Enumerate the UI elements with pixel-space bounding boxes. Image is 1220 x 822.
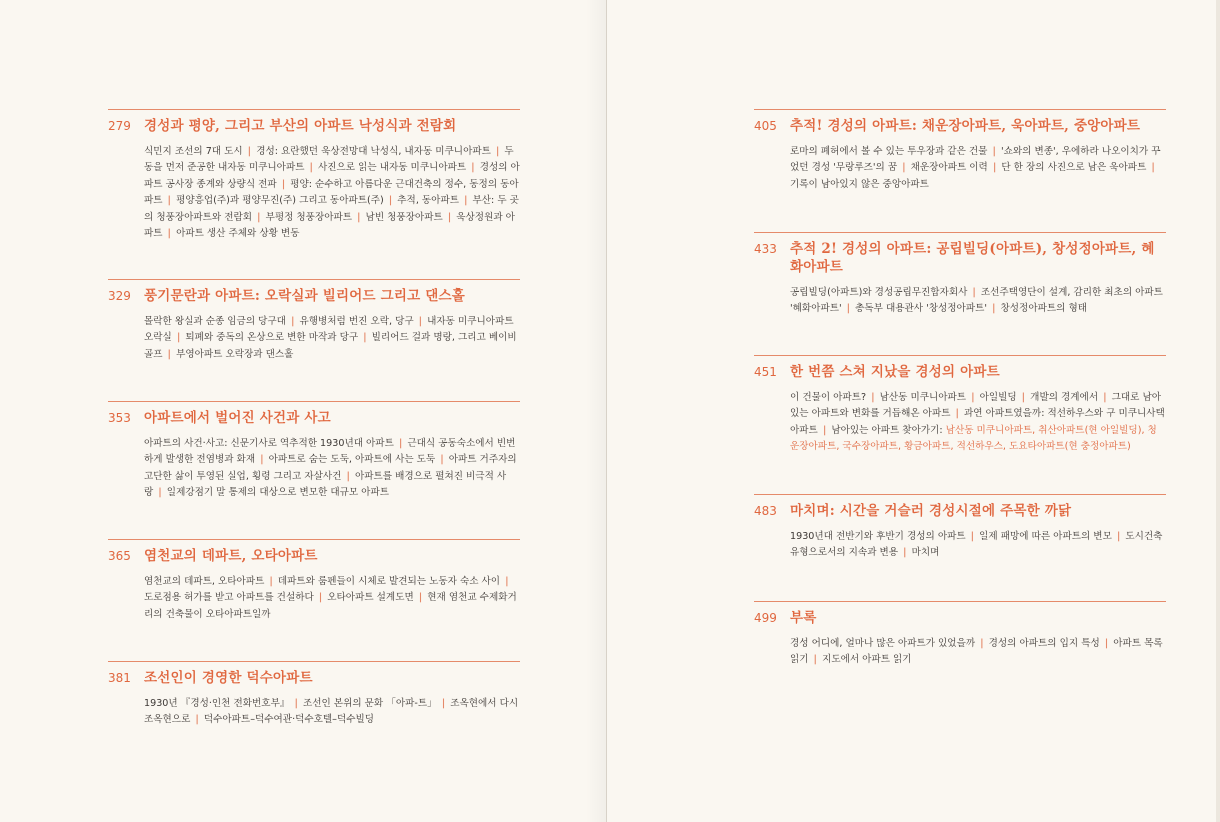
separator-bar: | [346,470,350,482]
toc-subsection: 아파트 목록 읽기 [790,638,1163,666]
separator-bar: | [955,408,959,420]
toc-subsection: 조옥현에서 다시 조옥현으로 [144,698,519,726]
toc-subsection: 염천교의 데파트, 오타아파트 [144,576,265,587]
chapter-contents [790,144,1166,193]
separator-bar: | [846,303,851,315]
toc-subsection: 창성정아파트의 형태 [1000,303,1087,315]
toc-subsection: 평양: 순수하고 아름다운 근대건축의 정수, 동정의 동아파트 [144,178,519,207]
chapter-title: 추적 2! 경성의 아파트: 공립빌딩(아파트), 창성정아파트, 혜화아파트 [790,241,1155,275]
separator-bar: | [294,698,298,709]
toc-subsection: 현재 염천교 수제화거리의 건축물이 오타아파트일까 [144,592,517,620]
separator-bar: | [992,162,997,174]
chapter-279 [108,109,520,242]
chapter-title: 부록 [790,610,817,626]
toc-subsection: 총독부 대용관사 '창성정아파트' [855,303,987,315]
separator-bar: | [257,211,261,223]
toc-subsection: 채운장아파트 이력 [910,162,988,174]
toc-subsection: 욱상정원과 아파트 [144,211,515,240]
separator-bar: | [505,576,509,587]
separator-bar: | [972,287,976,298]
toc-subsection: 오타아파트 설계도면 [327,592,414,604]
chapter-title: 추적! 경성의 아파트: 채운장아파트, 욱아파트, 중앙아파트 [790,118,1141,134]
toc-subsection: 마치며 [911,547,940,559]
chapter-title: 염천교의 데파트, 오타아파트 [144,548,318,564]
separator-bar: | [418,592,423,604]
chapter-title: 조선인이 경영한 덕수아파트 [144,670,313,686]
chapter-title: 경성과 평양, 그리고 부산의 아파트 낙성식과 전람회 [144,118,457,134]
separator-bar: | [813,654,818,666]
toc-subsection: 기록이 남아있지 않은 중앙아파트 [790,178,929,190]
right-page [607,0,1220,822]
separator-bar: | [441,698,446,709]
toc-subsection: 일제강점기 말 통제의 대상으로 변모한 대규모 아파트 [166,487,389,499]
chapter-contents [144,696,520,729]
chapter-title: 아파트에서 벌어진 사건과 사고 [144,410,331,426]
toc-subsection: 덕수아파트–덕수여관·덕수호텔–덕수빌딩 [203,714,375,726]
toc-subsection: 남아있는 아파트 찾아가기: [831,424,943,436]
separator-bar: | [247,146,252,157]
toc-subsection: 아파트로 숨는 도둑, 아파트에 사는 도둑 [268,454,436,466]
toc-subsection: 아파트를 배경으로 펼쳐진 비극적 사랑 [144,470,507,499]
separator-bar: | [471,162,475,174]
toc-subsection: 경성 어디에, 얼마나 많은 아파트가 있었을까 [790,638,976,649]
separator-bar: | [1021,392,1026,403]
separator-bar: | [871,392,875,403]
chapter-page-number: 381 [108,671,131,685]
chapter-title: 마치며: 시간을 거슬러 경성시절에 주목한 까닭 [790,503,1072,519]
toc-subsection: 아파트 거주자의 고단한 삶이 투영된 실업, 횡령 그리고 자살사건 [144,454,517,482]
separator-bar: | [176,332,181,344]
separator-bar: | [309,162,313,174]
toc-subsection: 남빈 청풍장아파트 [365,211,443,223]
chapter-page-number: 279 [108,119,131,133]
chapter-page-number: 451 [754,365,777,379]
separator-bar: | [902,162,906,174]
toc-subsection: 근대식 공동숙소에서 빈번하게 발생한 전염병과 화재 [144,438,516,466]
page-edge [1216,0,1220,822]
separator-bar: | [1116,531,1121,542]
toc-subsection: 부영아파트 오락장과 댄스홀 [176,348,294,360]
separator-bar: | [971,392,975,403]
toc-subsection: 경성: 요란했던 욱상전망대 낙성식, 내자동 미쿠니아파트 [256,146,491,157]
chapter-title: 풍기문란과 아파트: 오락실과 빌리어드 그리고 댄스홀 [144,288,465,304]
separator-bar: | [281,178,286,190]
separator-bar: | [418,316,423,327]
toc-subsection: 부산: 두 곳의 청풍장아파트와 전람회 [144,195,519,223]
toc-subsection: 아파트의 사건·사고: 신문기사로 역추적한 1930년대 아파트 [144,438,394,449]
chapter-contents [144,144,520,242]
separator-bar: | [447,211,452,223]
chapter-title: 한 번쯤 스쳐 지났을 경성의 아파트 [790,364,1000,380]
chapter-contents [144,314,520,363]
separator-bar: | [167,195,172,207]
separator-bar: | [980,638,984,649]
toc-subsection: 빌리어드 걸과 명랑, 그리고 베이비골프 [144,332,517,360]
toc-subsection: 아일빌딩 [979,392,1017,403]
toc-subsection: 평양흥업(주)과 평양무진(주) 그리고 동아파트(주) [176,195,384,207]
chapter-page-number: 499 [754,611,777,625]
toc-subsection: 1930년 『경성·인천 전화번호부』 [144,698,290,709]
chapter-483 [754,494,1166,562]
separator-bar: | [822,424,827,436]
chapter-405 [754,109,1166,193]
toc-subsection: 도로점용 허가를 받고 아파트를 건설하다 [144,592,314,604]
left-page [0,0,606,822]
toc-subsection: '쇼와의 변종', 우에하라 나오이치가 꾸었던 경성 '무랑루즈'의 꿈 [790,146,1161,174]
toc-subsection: 경성의 아파트 공사장 종계와 상량식 전파 [144,162,520,190]
toc-subsection: 개발의 경계에서 [1030,392,1099,403]
chapter-contents [790,636,1166,669]
chapter-contents [144,436,520,502]
chapter-381 [108,661,520,729]
separator-bar: | [495,146,500,157]
toc-subsection: 단 한 장의 사진으로 남은 욱아파트 [1001,162,1147,174]
separator-bar: | [388,195,393,207]
separator-bar: | [1151,162,1155,174]
separator-bar: | [1104,638,1109,649]
toc-subsection: 사진으로 읽는 내자동 미쿠니아파트 [318,162,467,174]
separator-bar: | [195,714,199,726]
separator-bar: | [318,592,323,604]
separator-bar: | [970,531,975,542]
toc-subsection: 부평정 청풍장아파트 [265,211,353,223]
chapter-contents [144,574,520,623]
separator-bar: | [269,576,273,587]
toc-subsection: 추적, 동아파트 [397,195,459,207]
gutter-shadow [586,0,606,822]
separator-bar: | [290,316,295,327]
toc-subsection: 그대로 남아있는 아파트와 변화를 거듭해온 아파트 [790,392,1162,420]
separator-bar: | [464,195,468,207]
toc-subsection: 조선인 본위의 문화 「아파-트」 [302,698,437,709]
chapter-page-number: 365 [108,549,131,563]
chapter-433 [754,232,1166,318]
chapter-contents [790,529,1166,562]
toc-subsection: 과연 아파트였을까: 적선하우스와 구 미쿠니사택 아파트 [790,408,1165,436]
chapter-451 [754,355,1166,456]
toc-subsection: 경성의 아파트의 입지 특성 [988,638,1100,649]
separator-bar: | [260,454,264,466]
separator-bar: | [992,303,996,315]
chapter-contents [790,285,1166,318]
separator-bar: | [158,487,162,499]
toc-subsection: 이 건물이 아파트? [790,392,867,403]
chapter-contents [790,390,1166,456]
separator-bar: | [167,348,172,360]
chapter-page-number: 483 [754,504,777,518]
chapter-page-number: 405 [754,119,777,133]
chapter-page-number: 353 [108,411,131,425]
separator-bar: | [363,332,367,344]
toc-subsection: 내자동 미쿠니아파트 오락실 [144,316,514,344]
chapter-353 [108,401,520,502]
separator-bar: | [398,438,403,449]
separator-bar: | [992,146,996,157]
toc-subsection: 지도에서 아파트 읽기 [822,654,912,666]
toc-subsection: 몰락한 왕실과 순종 임금의 당구대 [144,316,286,327]
toc-subsection: 공립빌딩(아파트)와 경성공립무진합자회사 [790,287,968,298]
separator-bar: | [167,228,172,240]
toc-subsection: 로마의 폐허에서 볼 수 있는 투우장과 같은 건물 [790,146,988,157]
toc-subsection: 도시건축 유형으로서의 지속과 변용 [790,531,1163,559]
chapter-page-number: 433 [754,242,777,256]
toc-subsection: 1930년대 전반기와 후반기 경성의 아파트 [790,531,966,542]
chapter-499 [754,601,1166,669]
toc-subsection: 일제 패망에 따른 아파트의 변모 [979,531,1112,542]
toc-subsection: 남산동 미쿠니아파트 [879,392,967,403]
chapter-page-number: 329 [108,289,131,303]
separator-bar: | [903,547,907,559]
separator-bar: | [1103,392,1107,403]
toc-subsection: 식민지 조선의 7대 도시 [144,146,243,157]
toc-subsection: 퇴폐와 중독의 온상으로 변한 마작과 당구 [185,332,359,344]
toc-subsection: 조선주택영단이 설계, 감리한 최초의 아파트 '혜화아파트' [790,287,1163,315]
toc-subsection: 아파트 생산 주체와 상황 변동 [176,228,300,240]
separator-bar: | [357,211,361,223]
chapter-329 [108,279,520,363]
highlighted-apartment-list: 남산동 미쿠니아파트, 취산아파트(현 아일빌딩), 청운장아파트, 국수장아파트, 황금아파트, 적선하우스, 도요타아파트(현 충정아파트) [790,424,1157,453]
toc-subsection: 유행병처럼 번진 오락, 당구 [299,316,414,327]
toc-subsection: 두 동을 먼저 준공한 내자동 미쿠니아파트 [144,146,514,174]
chapter-365 [108,539,520,623]
toc-subsection: 데파트와 룸펜들이 시체로 발견되는 노동자 숙소 사이 [277,576,501,587]
separator-bar: | [440,454,444,466]
